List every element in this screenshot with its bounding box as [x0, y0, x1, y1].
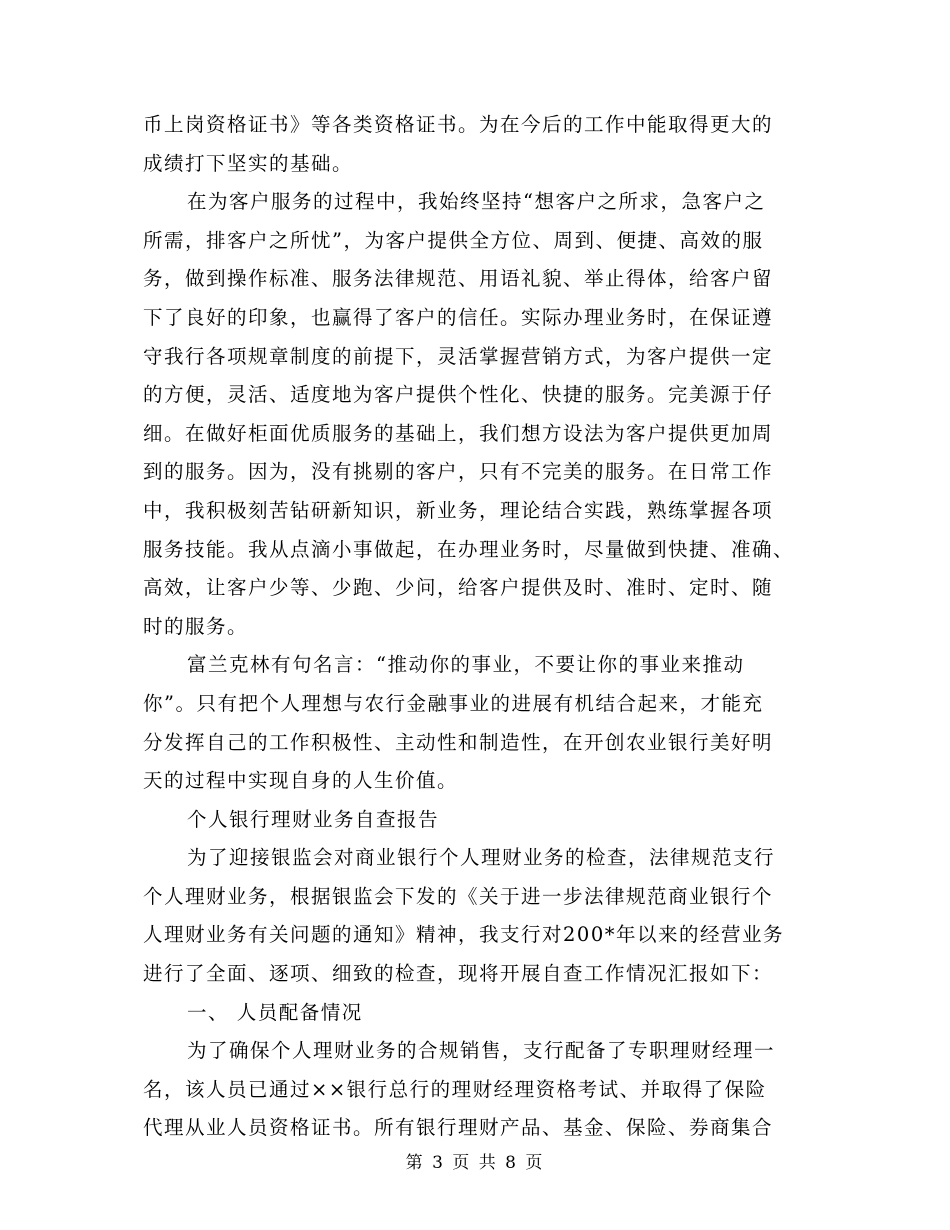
text-line: 下了良好的印象，也赢得了客户的信任。实际办理业务时，在保证遵	[143, 305, 774, 329]
text-line: 到的服务。因为，没有挑剔的客户，只有不完美的服务。在日常工作	[143, 460, 774, 484]
text-line: 币上岗资格证书》等各类资格证书。为在今后的工作中能取得更大的	[143, 113, 774, 136]
text-line: 个人银行理财业务自查报告	[187, 807, 440, 831]
text-line: 的方便，灵活、适度地为客户提供个性化、快捷的服务。完美源于仔	[143, 383, 774, 407]
text-line: 个人理财业务，根据银监会下发的《关于进一步法律规范商业银行个	[143, 884, 774, 908]
text-line: 天的过程中实现自身的人生价值。	[143, 769, 459, 793]
text-line: 服务技能。我从点滴小事做起，在办理业务时，尽量做到快捷、准确、	[143, 537, 795, 561]
text-line: 进行了全面、逐项、细致的检查，现将开展自查工作情况汇报如下：	[143, 962, 774, 986]
text-line: 细。在做好柜面优质服务的基础上，我们想方设法为客户提供更加周	[143, 421, 774, 445]
text-line: 为了迎接银监会对商业银行个人理财业务的检查，法律规范支行	[187, 846, 776, 870]
text-line: 人理财业务有关问题的通知》精神，我支行对200*年以来的经营业务	[143, 923, 784, 947]
text-line: 时的服务。	[143, 614, 249, 638]
text-line: 分发挥自己的工作积极性、主动性和制造性，在开创农业银行美好明	[143, 730, 774, 754]
page-footer: 第 3 页 共 8 页	[405, 1153, 545, 1173]
text-line: 所需，排客户之所忧”，为客户提供全方位、周到、便捷、高效的服	[143, 228, 764, 252]
text-line: 成绩打下坚实的基础。	[143, 151, 354, 175]
text-line: 富兰克林有句名言：“推动你的事业，不要让你的事业来推动	[187, 653, 745, 677]
text-line: 一、 人员配备情况	[187, 1000, 363, 1024]
text-line: 在为客户服务的过程中，我始终坚持“想客户之所求，急客户之	[187, 190, 766, 214]
text-line: 名，该人员已通过××银行总行的理财经理资格考试、并取得了保险	[143, 1077, 767, 1101]
text-line: 守我行各项规章制度的前提下，灵活掌握营销方式，为客户提供一定	[143, 344, 774, 368]
text-line: 你”。只有把个人理想与农行金融事业的进展有机结合起来，才能充	[143, 691, 764, 715]
text-line: 为了确保个人理财业务的合规销售，支行配备了专职理财经理一	[187, 1039, 776, 1063]
text-line: 高效，让客户少等、少跑、少问，给客户提供及时、准时、定时、随	[143, 576, 774, 600]
text-line: 中，我积极刻苦钻研新知识，新业务，理论结合实践，熟练掌握各项	[143, 498, 774, 522]
document-body	[143, 106, 813, 1148]
text-line: 代理从业人员资格证书。所有银行理财产品、基金、保险、券商集合	[143, 1116, 774, 1140]
text-line: 务，做到操作标准、服务法律规范、用语礼貌、举止得体，给客户留	[143, 267, 774, 291]
